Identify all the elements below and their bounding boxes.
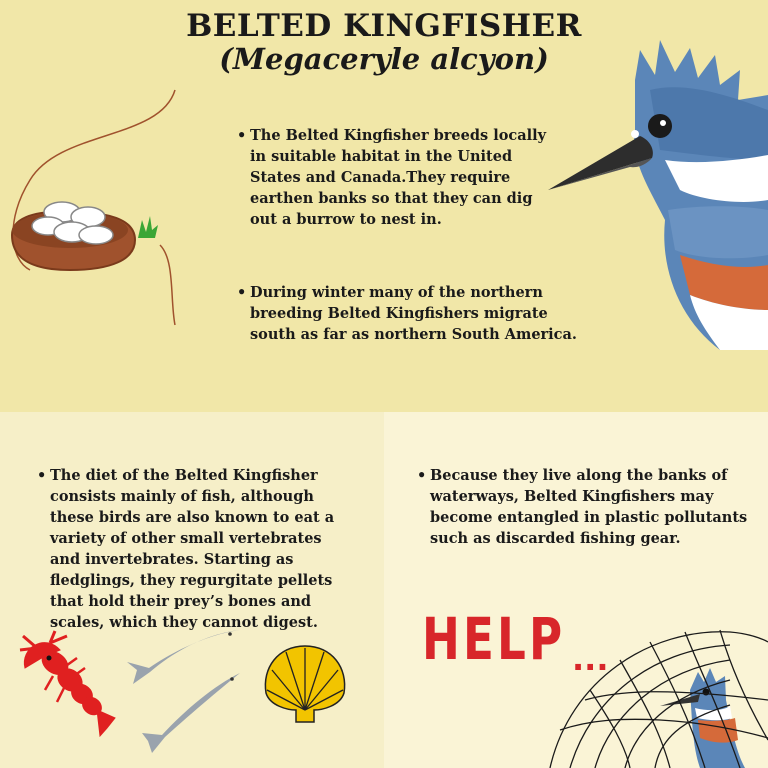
fish-icon	[140, 665, 252, 760]
migration-fact	[237, 282, 590, 345]
scallop-shell-icon	[258, 638, 353, 730]
bullet-marker: •	[237, 127, 247, 144]
help-text: HELP	[422, 605, 566, 673]
migration-text: During winter many of the northern breeding Belted Kingfishers migrate south as far as northern South America.	[250, 284, 577, 343]
breeding-fact	[237, 125, 550, 230]
bullet-marker: •	[417, 467, 427, 484]
crayfish-icon	[15, 628, 125, 738]
page-title: BELTED KINGFISHER	[186, 8, 582, 44]
bullet-marker: •	[37, 467, 47, 484]
nest-illustration	[0, 80, 200, 340]
scientific-name: (Megaceryle alcyon)	[219, 42, 549, 76]
threats-text: Because they live along the banks of waterways, Belted Kingfishers may become entangled in plastic pollutants such as discarded fishing gear.	[430, 467, 748, 547]
fishing-net-illustration	[530, 620, 768, 768]
bullet-marker: •	[237, 284, 247, 301]
breeding-text: The Belted Kingfisher breeds locally in suitable habitat in the United States and Canada.They require earthen banks so that they can dig out a burrow to nest in.	[250, 127, 547, 228]
help-trail: ...	[572, 640, 609, 678]
trapped-kingfisher	[660, 668, 745, 768]
diet-text: The diet of the Belted Kingfisher consists mainly of fish, although these birds are also known to eat a variety of other small vertebrates and invertebrates. Starting as fledglings, they regurgitate pellets that hold their prey’s bones and scales, which they cannot digest.	[50, 467, 335, 631]
threats-fact	[417, 465, 750, 549]
diet-fact	[37, 465, 350, 633]
